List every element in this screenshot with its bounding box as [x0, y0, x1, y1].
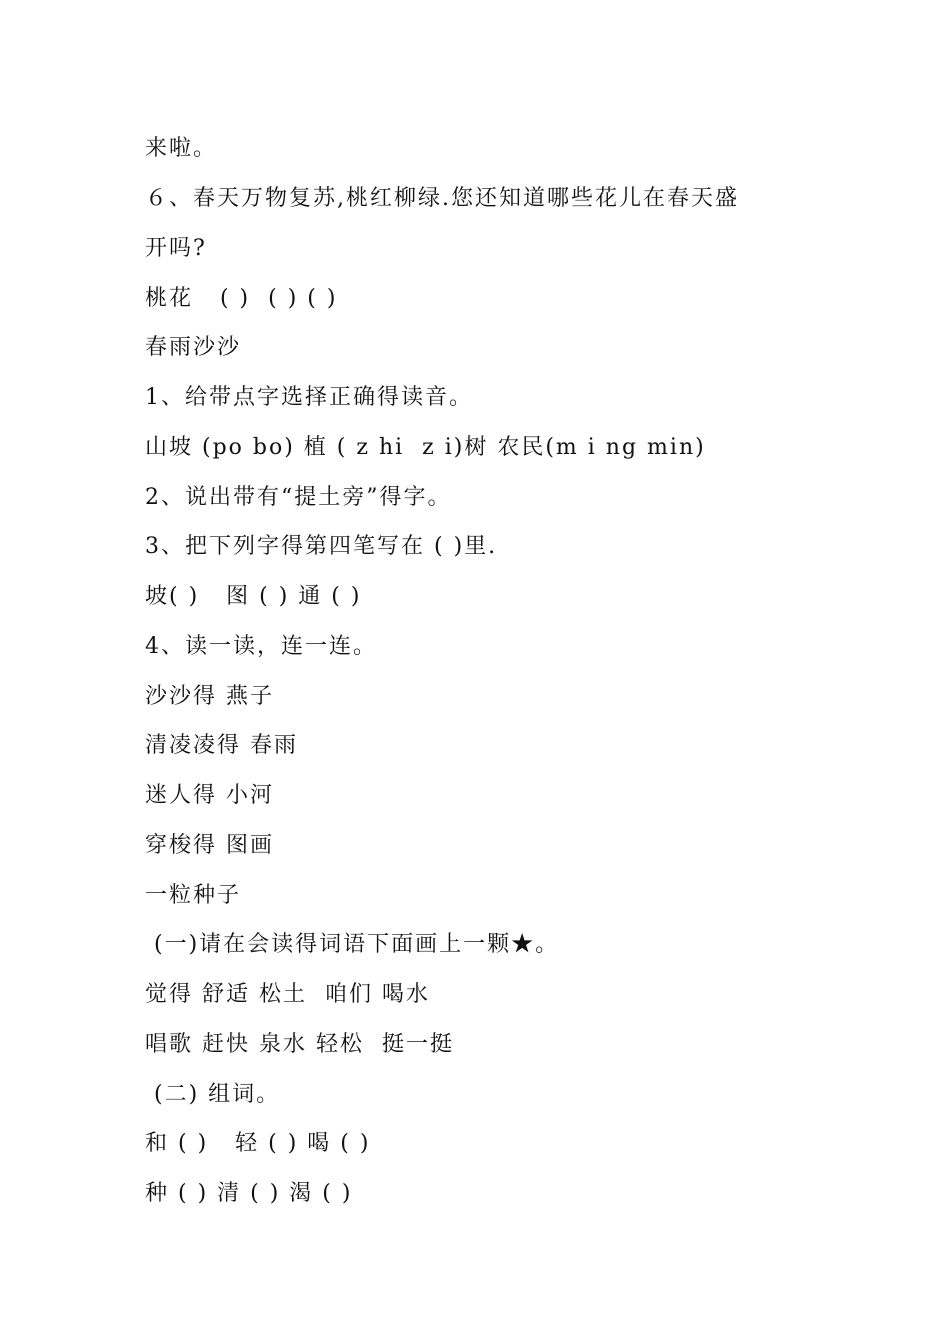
word-building-row: 种 ( ) 清 ( ) 渴 ( ): [145, 1181, 353, 1206]
word-list-row: 唱歌 赶快 泉水 轻松 挺一挺: [145, 1032, 454, 1057]
section-title-seed: 一粒种子: [145, 883, 242, 908]
question-6-continuation: 开吗?: [145, 236, 207, 261]
pronunciation-options: 山坡 (po bo) 植 ( z hi z i)树 农民(m i ng min): [145, 435, 706, 460]
question-2: 2、说出带有“提土旁”得字。: [145, 485, 452, 510]
part-two-instruction: (二) 组词。: [145, 1082, 281, 1107]
word-list-row: 觉得 舒适 松土 咱们 喝水: [145, 982, 430, 1007]
section-title-spring-rain: 春雨沙沙: [145, 335, 242, 360]
text-line-continuation: 来啦。: [145, 136, 218, 161]
matching-item: 迷人得 小河: [145, 783, 274, 808]
part-one-instruction: (一)请在会读得词语下面画上一颗★。: [145, 932, 560, 957]
stroke-blanks: 坡( ) 图 ( ) 通 ( ): [145, 584, 362, 609]
question-4: 4、读一读，连一连。: [145, 634, 377, 659]
question-1: 1、给带点字选择正确得读音。: [145, 385, 473, 410]
word-building-row: 和 ( ) 轻 ( ) 喝 ( ): [145, 1131, 371, 1156]
matching-item: 清凌凌得 春雨: [145, 733, 298, 758]
question-6: ６、春天万物复苏,桃红柳绿.您还知道哪些花儿在春天盛: [145, 186, 739, 211]
matching-item: 穿梭得 图画: [145, 833, 274, 858]
question-3: 3、把下列字得第四笔写在 ( )里.: [145, 534, 498, 559]
answer-blanks-flowers: 桃花 ( ) ( ) ( ): [145, 286, 338, 311]
matching-item: 沙沙得 燕子: [145, 684, 274, 709]
